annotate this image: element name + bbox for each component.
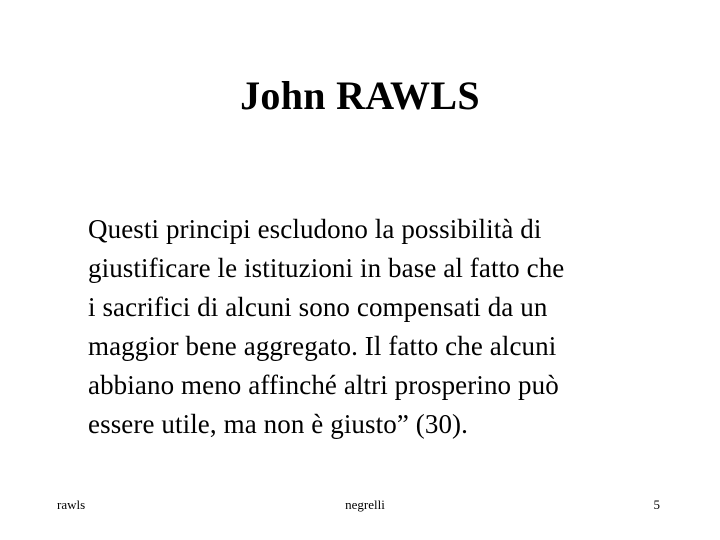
slide-number: 5: [653, 497, 660, 512]
slide-body: [88, 210, 688, 444]
slide-title: John RAWLS: [240, 73, 480, 118]
footer-left-label: rawls: [57, 497, 86, 512]
body-line: giustificare le istituzioni in base al fatto che: [88, 253, 565, 283]
body-line: essere utile, ma non è giusto” (30).: [88, 409, 468, 439]
body-line: maggior bene aggregato. Il fatto che alcuni: [88, 331, 557, 361]
footer-center-label: negrelli: [345, 497, 385, 512]
body-line: abbiano meno affinché altri prosperino può: [88, 370, 559, 400]
body-line: i sacrifici di alcuni sono compensati da un: [88, 292, 548, 322]
body-line: Questi principi escludono la possibilità di: [88, 214, 542, 244]
